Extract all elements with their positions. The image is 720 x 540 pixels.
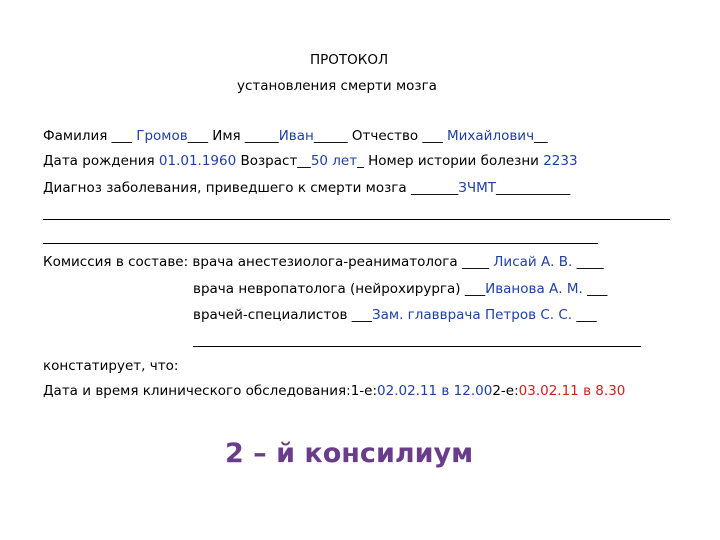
consilium-heading: 2 – й консилиум (225, 438, 474, 469)
commission-tail-2: ___ (582, 281, 608, 297)
diagnosis-label: Диагноз заболевания, приведшего к смерти мозга _______ (43, 180, 459, 196)
statement: констатирует, что: (43, 358, 179, 374)
specialists-row (193, 306, 597, 324)
age-value: 50 лет (310, 153, 358, 169)
exam-second-value: 03.02.11 в 8.30 (518, 383, 626, 399)
neurologist-label: врача невропатолога (нейрохирурга) ___ (193, 281, 486, 297)
blank-line-1 (43, 219, 670, 220)
specialists-label: врачей-специалистов ___ (193, 307, 372, 323)
diagnosis-value: ЗЧМТ (458, 180, 497, 196)
exam-second-label: 2-е: (492, 383, 519, 399)
blank-line-2 (43, 243, 598, 244)
history-label: _ Номер истории болезни (357, 153, 544, 169)
exam-first-value: 02.02.11 в 12.00 (377, 383, 493, 399)
name-row (43, 127, 548, 145)
anesthesiologist-value: Лисай А. В. (493, 254, 573, 270)
commission-label: Комиссия в составе: врача анестезиолога-реаниматолога ____ (43, 254, 494, 270)
exam-label: Дата и время клинического обследования:1-е: (43, 383, 378, 399)
document-title: ПРОТОКОЛ (310, 52, 389, 68)
birth-label: Дата рождения (43, 153, 159, 169)
document-subtitle: установления смерти мозга (237, 78, 437, 94)
patronymic-value: Михайлович (447, 128, 535, 144)
exam-row (43, 382, 625, 400)
commission-tail-1: ____ (572, 254, 604, 270)
blank-line-3 (193, 346, 641, 347)
diagnosis-tail: ___________ (496, 180, 571, 196)
diagnosis-row (43, 179, 570, 197)
name-value: Иван (278, 128, 314, 144)
neurologist-value: Иванова А. М. (485, 281, 583, 297)
birth-value: 01.01.1960 (158, 153, 237, 169)
age-label: Возраст__ (236, 153, 311, 169)
name-label: ___ Имя _____ (187, 128, 279, 144)
neurologist-row (193, 280, 607, 298)
commission-tail-3: ___ (572, 307, 597, 323)
specialists-value: Зам. главврача Петров С. С. (371, 307, 573, 323)
commission-row (43, 253, 604, 271)
surname-label: Фамилия ___ (43, 128, 137, 144)
history-value: 2233 (543, 153, 578, 169)
row1-tail: __ (534, 128, 548, 144)
surname-value: Громов (136, 128, 188, 144)
birth-row (43, 152, 578, 170)
patronymic-label: _____ Отчество ___ (313, 128, 447, 144)
